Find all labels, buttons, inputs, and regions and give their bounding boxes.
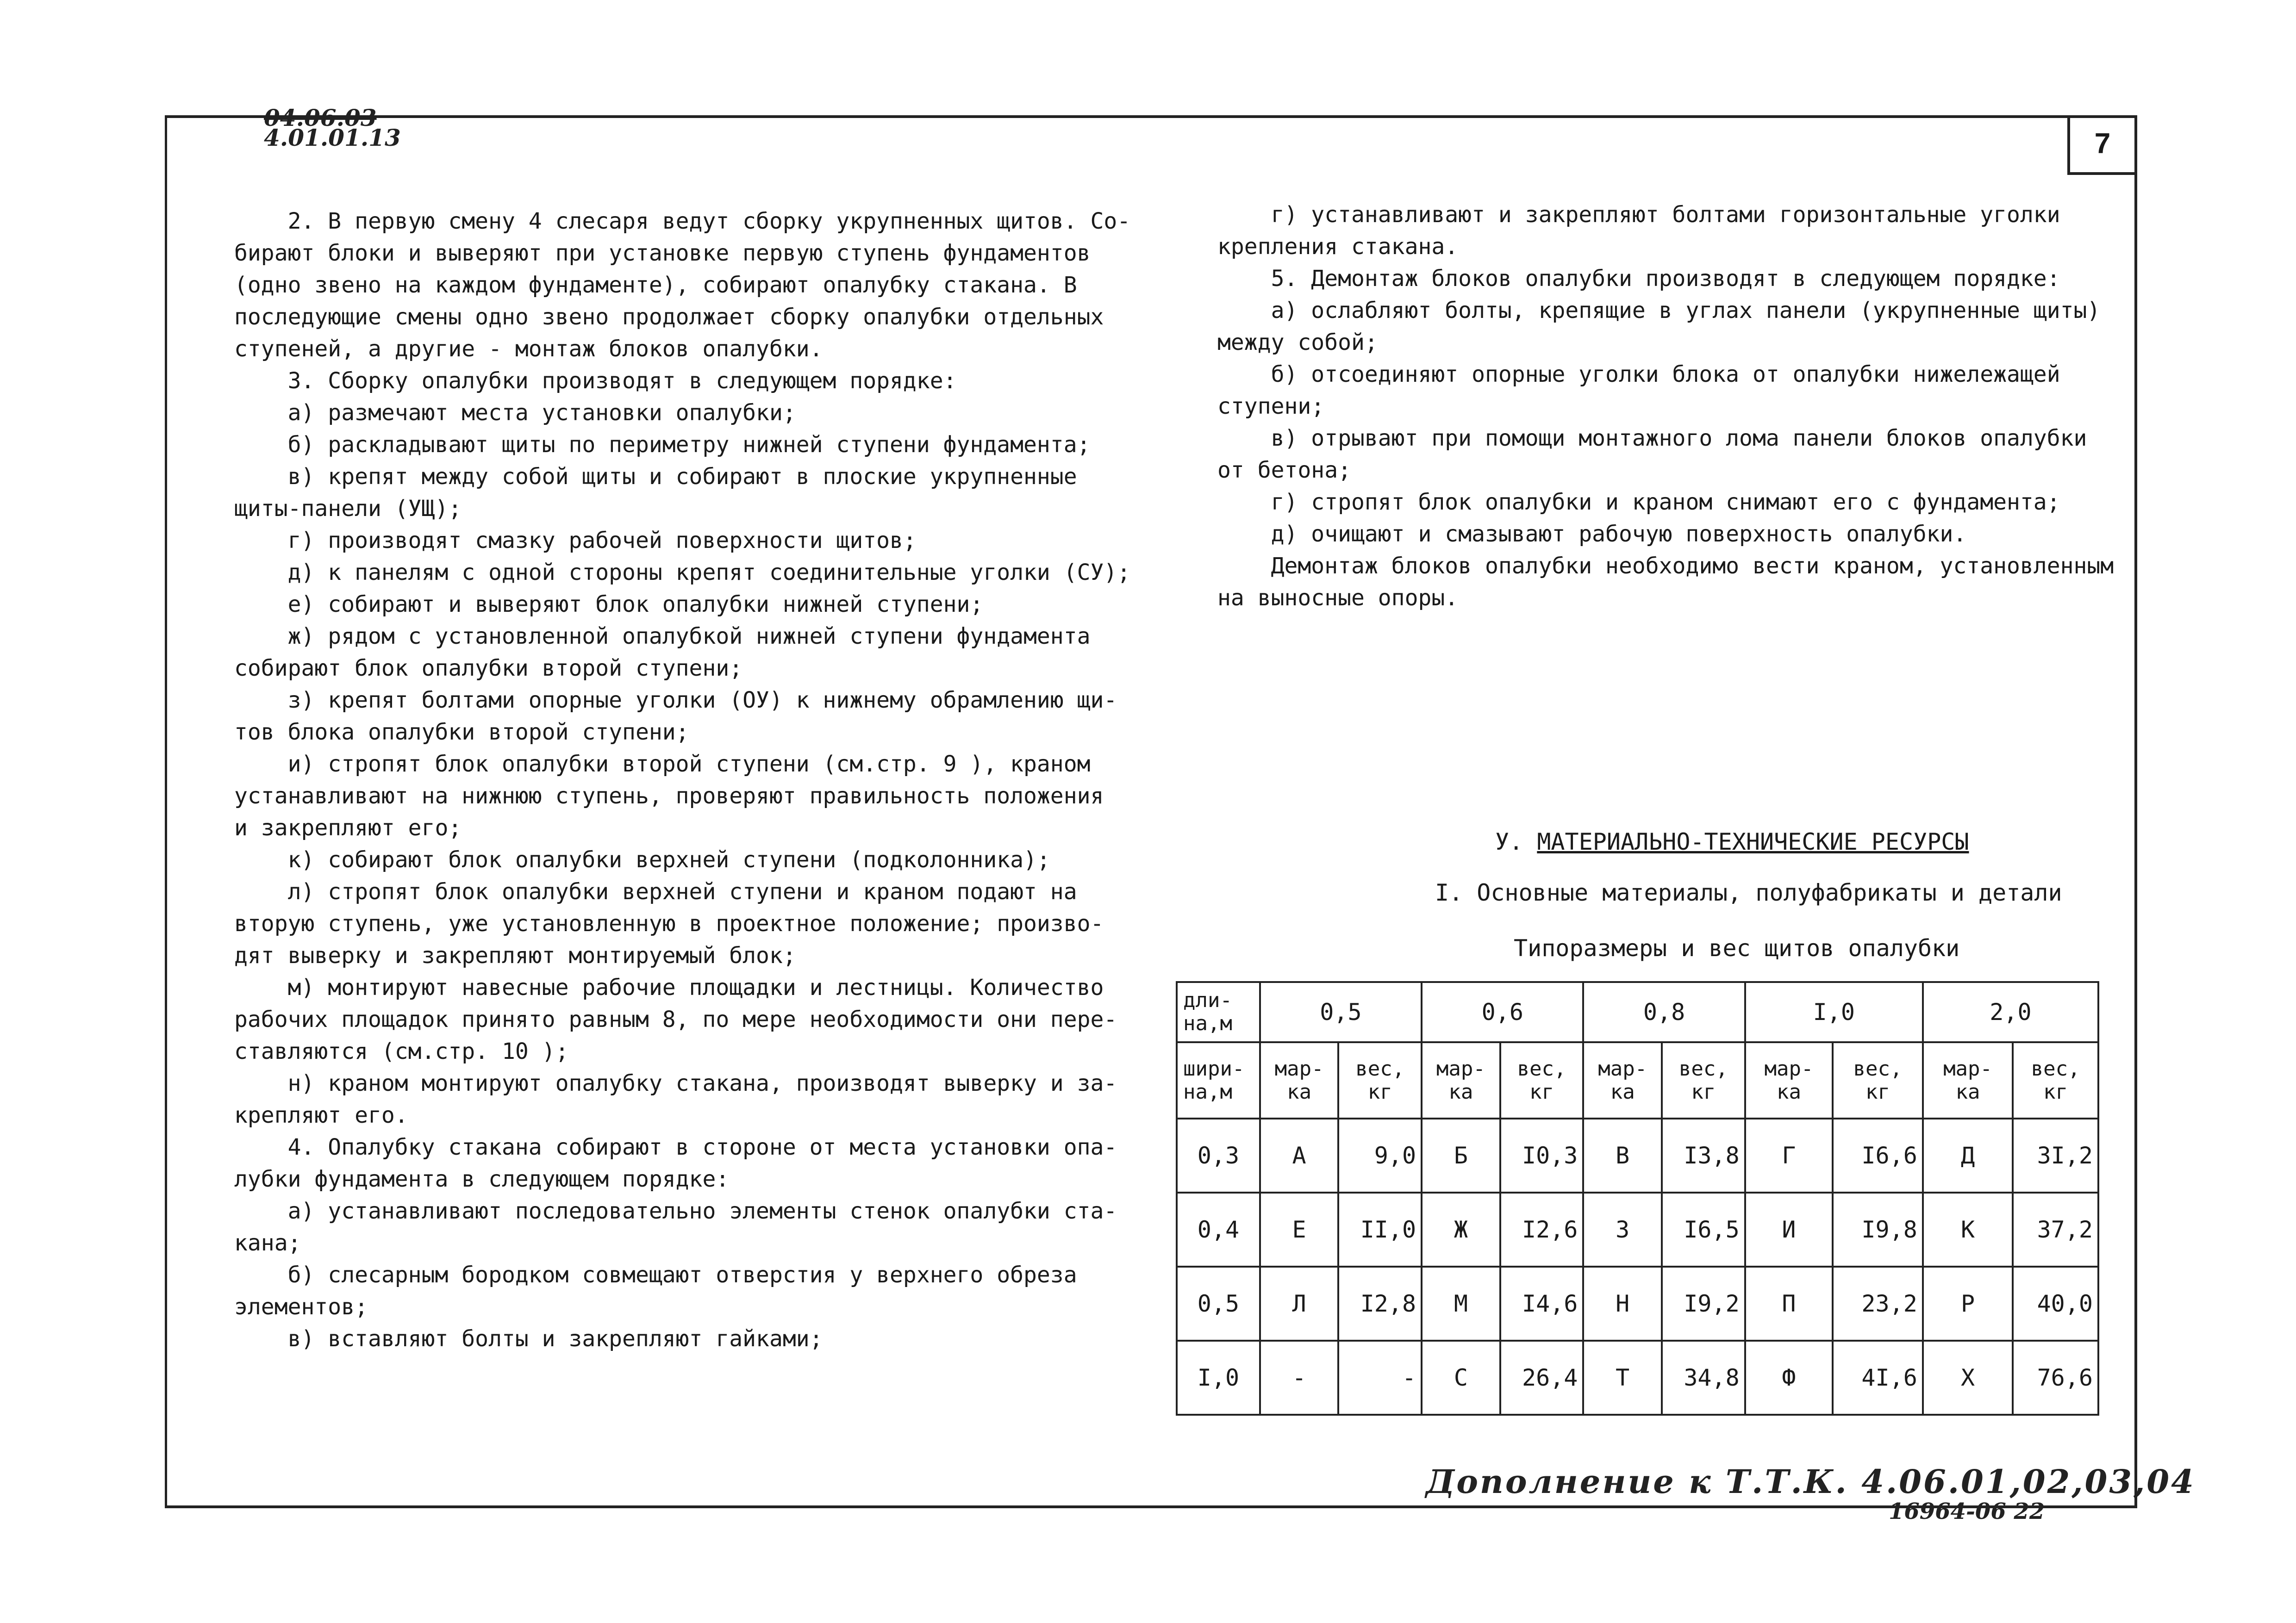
weight-cell: I3,8: [1662, 1119, 1745, 1193]
text-line: щиты-панели (УЩ);: [234, 496, 462, 522]
weight-cell: -: [1338, 1341, 1422, 1415]
text-line: а) устанавливают последовательно элементы стенок опалубки ста-: [234, 1198, 1117, 1224]
formwork-table: [1176, 981, 2099, 1416]
width-cell: 0,3: [1177, 1119, 1260, 1193]
page-number: 7: [2094, 128, 2111, 160]
text-line: крепляют его.: [234, 1102, 408, 1128]
text-line: к) собирают блок опалубки верхней ступени (подколонника);: [234, 847, 1050, 873]
text-line: б) раскладывают щиты по периметру нижней ступени фундамента;: [234, 432, 1091, 458]
text-line: ступени;: [1217, 393, 1325, 419]
corner-width-label: шири- на,м: [1177, 1042, 1260, 1119]
right-text-column: [1217, 199, 2114, 614]
mark-cell: Ф: [1745, 1341, 1833, 1415]
text-line: на выносные опоры.: [1217, 585, 1459, 611]
text-line: и) стропят блок опалубки второй ступени (см.стр. 9 ), краном: [234, 751, 1091, 777]
footer-number: 16964-06 22: [1889, 1499, 2045, 1524]
mark-cell: В: [1583, 1119, 1662, 1193]
text-line: 2. В первую смену 4 слесаря ведут сборку укрупненных щитов. Со-: [234, 208, 1131, 234]
text-line: (одно звено на каждом фундаменте), собирают опалубку стакана. В: [234, 272, 1077, 298]
text-line: 5. Демонтаж блоков опалубки производят в следующем порядке:: [1217, 266, 2060, 292]
table-row: [1177, 1341, 2098, 1415]
text-line: г) устанавливают и закрепляют болтами горизонтальные уголки: [1217, 202, 2060, 228]
mark-cell: -: [1260, 1341, 1339, 1415]
mark-cell: И: [1745, 1193, 1833, 1267]
mark-cell: Л: [1260, 1267, 1339, 1341]
table-row: [1177, 1193, 2098, 1267]
text-line: г) стропят блок опалубки и краном снимают его с фундамента;: [1217, 489, 2060, 515]
subsection-heading: I. Основные материалы, полуфабрикаты и детали: [1435, 879, 2062, 906]
weight-cell: I4,6: [1500, 1267, 1584, 1341]
weight-cell: 76,6: [2013, 1341, 2098, 1415]
text-line: от бетона;: [1217, 457, 1351, 483]
text-line: л) стропят блок опалубки верхней ступени и краном подают на: [234, 879, 1077, 905]
text-line: в) отрывают при помощи монтажного лома панели блоков опалубки: [1217, 425, 2087, 451]
text-line: 4. Опалубку стакана собирают в стороне от места установки опа-: [234, 1134, 1117, 1160]
weight-cell: I0,3: [1500, 1119, 1584, 1193]
mark-cell: К: [1923, 1193, 2013, 1267]
length-header: 2,0: [1923, 982, 2098, 1042]
mark-cell: Б: [1422, 1119, 1500, 1193]
weight-cell: II,0: [1338, 1193, 1422, 1267]
text-line: ж) рядом с установленной опалубкой нижней ступени фундамента: [234, 623, 1091, 649]
text-line: ставляются (см.стр. 10 );: [234, 1038, 569, 1064]
width-cell: I,0: [1177, 1341, 1260, 1415]
text-line: б) отсоединяют опорные уголки блока от опалубки нижележащей: [1217, 361, 2060, 387]
weight-cell: I6,5: [1662, 1193, 1745, 1267]
mark-cell: М: [1422, 1267, 1500, 1341]
text-line: тов блока опалубки второй ступени;: [234, 719, 689, 745]
document-code: 4.01.01.13: [264, 124, 401, 151]
footer-title: Дополнение к Т.Т.К. 4.06.01,02,03,04: [1426, 1462, 2196, 1501]
text-line: б) слесарным бородком совмещают отверстия у верхнего обреза: [234, 1262, 1077, 1288]
text-line: собирают блок опалубки второй ступени;: [234, 655, 743, 681]
width-cell: 0,4: [1177, 1193, 1260, 1267]
text-line: а) размечают места установки опалубки;: [234, 400, 796, 426]
weight-cell: 26,4: [1500, 1341, 1584, 1415]
mark-cell: Д: [1923, 1119, 2013, 1193]
text-line: г) производят смазку рабочей поверхности щитов;: [234, 528, 917, 553]
text-line: бирают блоки и выверяют при установке первую ступень фундаментов: [234, 240, 1091, 266]
mark-header: мар- ка: [1923, 1042, 2013, 1119]
weight-header: вес, кг: [1500, 1042, 1584, 1119]
weight-cell: 40,0: [2013, 1267, 2098, 1341]
weight-cell: 4I,6: [1833, 1341, 1923, 1415]
left-text-column: [234, 205, 1131, 1355]
text-line: последующие смены одно звено продолжает сборку опалубки отдельных: [234, 304, 1104, 330]
mark-cell: Н: [1583, 1267, 1662, 1341]
weight-header: вес, кг: [2013, 1042, 2098, 1119]
mark-header: мар- ка: [1260, 1042, 1339, 1119]
weight-cell: 34,8: [1662, 1341, 1745, 1415]
section-heading: [1495, 828, 1969, 855]
weight-cell: I9,2: [1662, 1267, 1745, 1341]
text-line: лубки фундамента в следующем порядке:: [234, 1166, 730, 1192]
page-number-box: [2067, 115, 2135, 175]
text-line: м) монтируют навесные рабочие площадки и лестницы. Количество: [234, 975, 1104, 1001]
text-line: дят выверку и закрепляют монтируемый блок;: [234, 943, 796, 969]
text-line: н) краном монтируют опалубку стакана, производят выверку и за-: [234, 1070, 1117, 1096]
text-line: кана;: [234, 1230, 301, 1256]
mark-cell: А: [1260, 1119, 1339, 1193]
length-header: 0,6: [1422, 982, 1583, 1042]
width-cell: 0,5: [1177, 1267, 1260, 1341]
document-code-crossed: 04.06.03: [264, 104, 377, 131]
text-line: д) к панелям с одной стороны крепят соединительные уголки (СУ);: [234, 560, 1131, 585]
text-line: ступеней, а другие - монтаж блоков опалубки.: [234, 336, 823, 362]
length-header: I,0: [1745, 982, 1923, 1042]
mark-header: мар- ка: [1583, 1042, 1662, 1119]
text-line: 3. Сборку опалубки производят в следующем порядке:: [234, 368, 957, 394]
weight-cell: I2,8: [1338, 1267, 1422, 1341]
text-line: элементов;: [234, 1294, 368, 1320]
weight-cell: 3I,2: [2013, 1119, 2098, 1193]
section-title: МАТЕРИАЛЬНО-ТЕХНИЧЕСКИЕ РЕСУРСЫ: [1537, 828, 1969, 855]
table-row: [1177, 1119, 2098, 1193]
weight-header: вес, кг: [1338, 1042, 1422, 1119]
weight-cell: I9,8: [1833, 1193, 1923, 1267]
table-row: [1177, 1267, 2098, 1341]
mark-header: мар- ка: [1745, 1042, 1833, 1119]
text-line: крепления стакана.: [1217, 234, 1459, 260]
mark-cell: Г: [1745, 1119, 1833, 1193]
text-line: Демонтаж блоков опалубки необходимо вести краном, установленным: [1217, 553, 2114, 579]
weight-cell: 37,2: [2013, 1193, 2098, 1267]
text-line: и закрепляют его;: [234, 815, 462, 841]
corner-length-label: дли- на,м: [1177, 982, 1260, 1042]
mark-cell: Х: [1923, 1341, 2013, 1415]
weight-cell: I6,6: [1833, 1119, 1923, 1193]
weight-cell: 23,2: [1833, 1267, 1923, 1341]
mark-cell: Р: [1923, 1267, 2013, 1341]
text-line: з) крепят болтами опорные уголки (ОУ) к нижнему обрамлению щи-: [234, 687, 1117, 713]
text-line: е) собирают и выверяют блок опалубки нижней ступени;: [234, 591, 984, 617]
weight-cell: I2,6: [1500, 1193, 1584, 1267]
mark-cell: Е: [1260, 1193, 1339, 1267]
text-line: устанавливают на нижнюю ступень, проверяют правильность положения: [234, 783, 1104, 809]
length-header: 0,8: [1583, 982, 1745, 1042]
table-header-lengths: [1177, 982, 2098, 1042]
text-line: д) очищают и смазывают рабочую поверхность опалубки.: [1217, 521, 1967, 547]
text-line: вторую ступень, уже установленную в проектное положение; произво-: [234, 911, 1104, 937]
weight-cell: 9,0: [1338, 1119, 1422, 1193]
text-line: а) ослабляют болты, крепящие в углах панели (укрупненные щиты): [1217, 298, 2101, 323]
mark-cell: С: [1422, 1341, 1500, 1415]
mark-cell: Т: [1583, 1341, 1662, 1415]
mark-cell: П: [1745, 1267, 1833, 1341]
mark-header: мар- ка: [1422, 1042, 1500, 1119]
text-line: рабочих площадок принято равным 8, по мере необходимости они пере-: [234, 1007, 1117, 1032]
weight-header: вес, кг: [1662, 1042, 1745, 1119]
mark-cell: Ж: [1422, 1193, 1500, 1267]
length-header: 0,5: [1260, 982, 1422, 1042]
mark-cell: З: [1583, 1193, 1662, 1267]
weight-header: вес, кг: [1833, 1042, 1923, 1119]
table-header-marks: [1177, 1042, 2098, 1119]
text-line: в) вставляют болты и закрепляют гайками;: [234, 1326, 823, 1352]
section-number: У.: [1495, 828, 1523, 855]
text-line: в) крепят между собой щиты и собирают в плоские укрупненные: [234, 464, 1077, 490]
text-line: между собой;: [1217, 330, 1378, 355]
table-title: Типоразмеры и вес щитов опалубки: [1514, 935, 1960, 962]
